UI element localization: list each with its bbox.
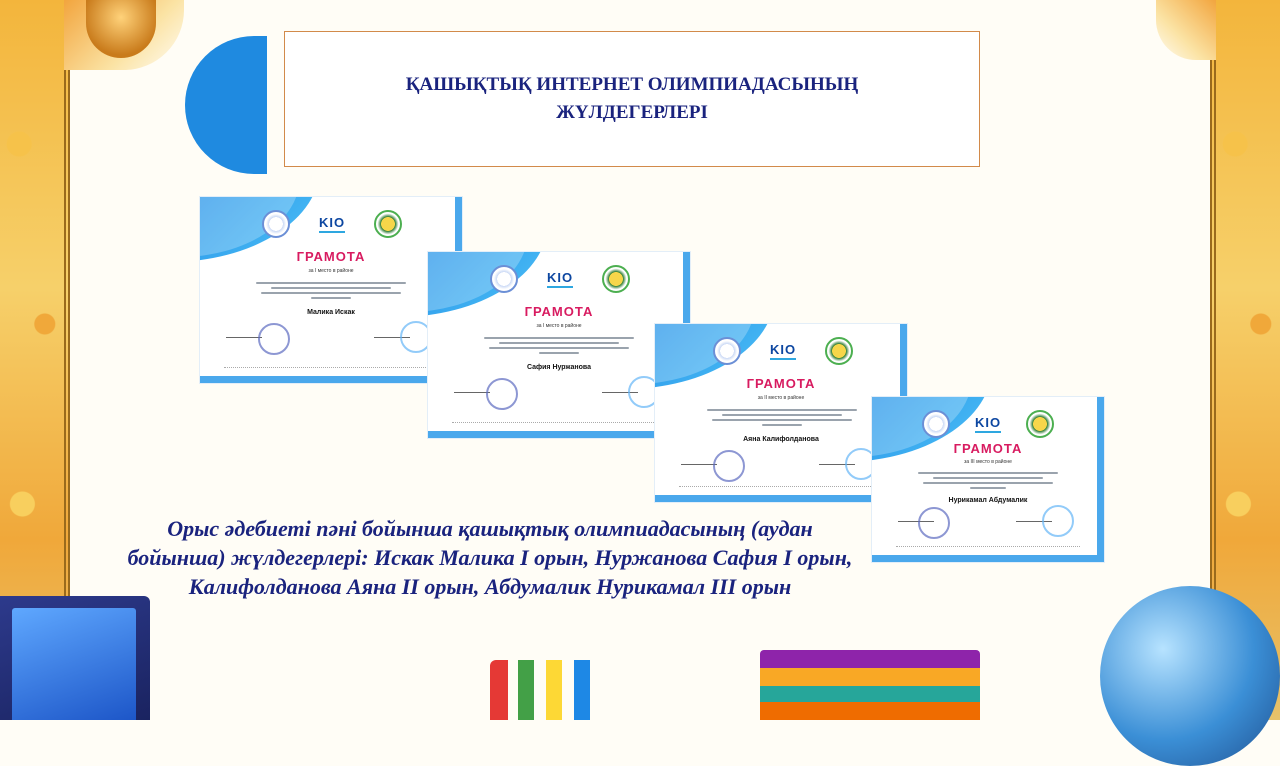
logo-row (713, 336, 853, 366)
seal-icon (922, 410, 950, 438)
certificate-place: за II место в районе (757, 395, 805, 401)
laptop-icon (0, 596, 150, 720)
certificate-place: за I место в районе (308, 268, 354, 274)
certificate-heading: ГРАМОТА (746, 376, 816, 391)
stamp-icon (1042, 505, 1074, 537)
certificate-place: за I место в районе (536, 323, 582, 329)
certificate-heading: ГРАМОТА (296, 249, 366, 264)
certificate-place: за III место в районе (964, 459, 1012, 465)
kio-logo-icon: KIO (975, 415, 1001, 433)
certificate-body-text (240, 279, 422, 302)
stamp-icon (713, 450, 745, 482)
seal-icon (262, 210, 290, 238)
certificate-name: Малика Искак (307, 309, 355, 316)
certificate-body-text (902, 469, 1074, 492)
certificate-card (655, 324, 907, 502)
seal-icon (825, 337, 853, 365)
seal-icon (1026, 410, 1054, 438)
page-title: ҚАШЫҚТЫҚ ИНТЕРНЕТ ОЛИМПИАДАСЫНЫҢ ЖҮЛДЕГЕРЛЕРІ (405, 74, 859, 123)
stamp-icon (918, 507, 950, 539)
kio-logo-icon: KIO (319, 215, 345, 233)
kio-logo-icon: KIO (547, 270, 573, 288)
certificate-card (428, 252, 690, 438)
blue-half-circle-decoration (185, 36, 267, 174)
seal-icon (713, 337, 741, 365)
certificate-name: Аяна Калифолданова (743, 436, 819, 443)
books-icon (760, 650, 980, 720)
certificate-name: Сафия Нуржанова (526, 364, 592, 371)
certificate-body-text (691, 406, 873, 429)
certificate-body-text (468, 334, 650, 357)
certificate-heading: ГРАМОТА (524, 304, 594, 319)
stamp-icon (258, 323, 290, 355)
logo-row (490, 264, 630, 294)
certificate-name: Нурикамал Абдумалик (948, 497, 1028, 504)
kio-logo-icon: KIO (770, 342, 796, 360)
title-box (284, 31, 980, 167)
seal-icon (602, 265, 630, 293)
caption-text: Орыс әдебиеті пәні бойынша қашықтық олимпиадасының (аудан бойынша) жүлдегерлері: Искак Малика I орын, Нуржанова Сафия I орын, Калифолданова Аяна II орын, Абдумалик Нурикамал III орын (127, 516, 853, 599)
certificate-card (872, 397, 1104, 562)
certificate-heading: ГРАМОТА (953, 441, 1023, 456)
seal-icon (490, 265, 518, 293)
pencils-icon (490, 660, 650, 720)
stamp-icon (486, 378, 518, 410)
logo-row (922, 409, 1054, 439)
logo-row (262, 209, 402, 239)
certificate-card (200, 197, 462, 383)
seal-icon (374, 210, 402, 238)
globe-icon (1100, 586, 1280, 766)
corner-decoration-top-right (1156, 0, 1216, 60)
